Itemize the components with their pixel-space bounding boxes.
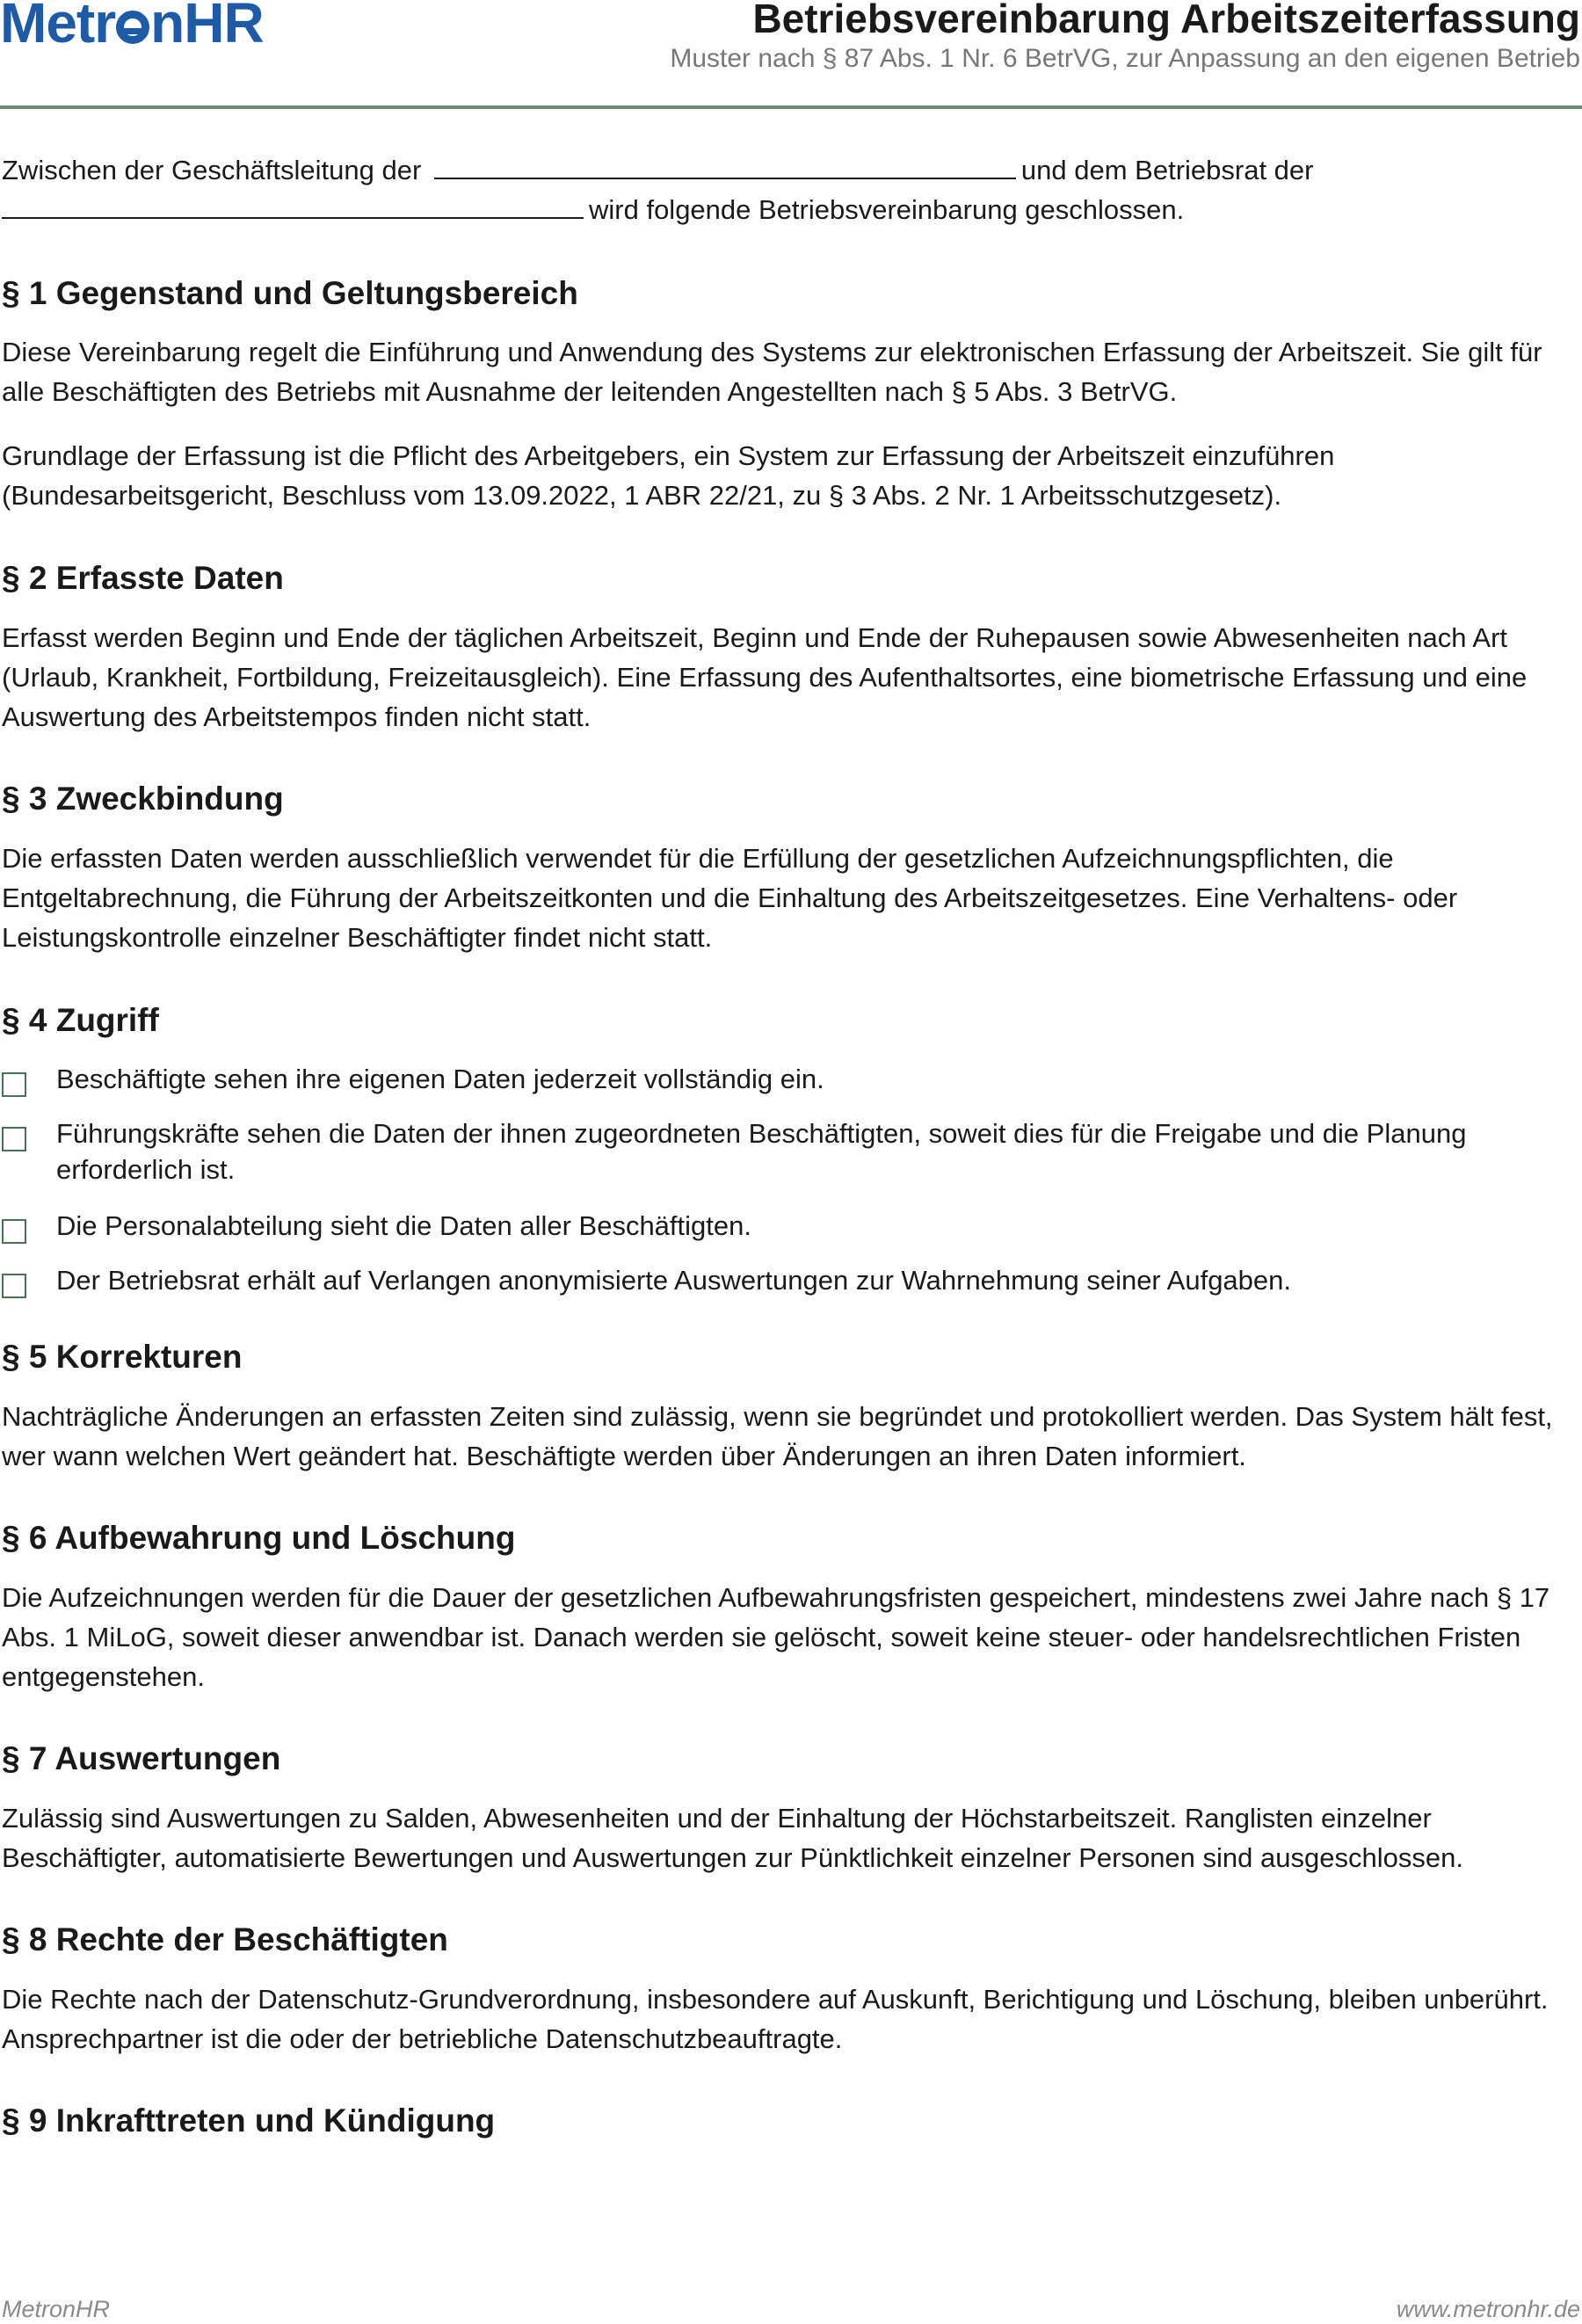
checkbox[interactable] bbox=[2, 1072, 26, 1097]
document-title: Betriebsvereinbarung Arbeitszeiterfassung bbox=[752, 0, 1580, 41]
intro-text-2: und dem Betriebsrat der bbox=[1020, 155, 1314, 185]
section-heading-9: § 9 Inkrafttreten und Kündigung bbox=[2, 2102, 496, 2139]
section-1-paragraph-1: Diese Vereinbarung regelt die Einführung und Anwendung des Systems zur elektronischen Erfassung der Arbeitszeit. Sie gilt für alle Beschäftigten des Betriebs mit Ausnahme der leitenden Angestellten nach § 5 Abs. 3 BetrVG. bbox=[2, 337, 1542, 407]
section-heading-2: § 2 Erfasste Daten bbox=[2, 560, 284, 596]
section-heading-4: § 4 Zugriff bbox=[2, 1002, 159, 1038]
checklist-item-text: Führungskräfte sehen die Daten der ihnen zugeordneten Beschäftigten, soweit dies für die Freigabe und die Planung erforderlich ist. bbox=[56, 1118, 1467, 1185]
intro-text-1: Zwischen der Geschäftsleitung der bbox=[2, 155, 422, 185]
section-2-paragraph-1: Erfasst werden Beginn und Ende der täglichen Arbeitszeit, Beginn und Ende der Ruhepausen sowie Abwesenheiten nach Art (Urlaub, Krankheit, Fortbildung, Freizeitausgleich). Eine Erfassung des Aufenthaltsortes, eine biometrische Erfassung und eine Auswertung des Arbeitstempos finden nicht statt. bbox=[2, 622, 1528, 732]
footer-website-link[interactable]: www.metronhr.de bbox=[1396, 2296, 1580, 2322]
checkbox[interactable] bbox=[2, 1127, 26, 1151]
section-heading-3: § 3 Zweckbindung bbox=[2, 781, 284, 817]
section-heading-8: § 8 Rechte der Beschäftigten bbox=[2, 1921, 448, 1957]
section-heading-7: § 7 Auswertungen bbox=[2, 1740, 281, 1776]
logo-o-icon bbox=[116, 11, 149, 44]
metronhr-logo bbox=[0, 0, 264, 54]
checkbox[interactable] bbox=[2, 1274, 26, 1298]
checklist-item-text: Die Personalabteilung sieht die Daten aller Beschäftigten. bbox=[56, 1210, 751, 1241]
header-divider bbox=[0, 105, 1582, 109]
logo-text-suffix: nHR bbox=[150, 0, 264, 54]
footer-brand: MetronHR bbox=[2, 2296, 111, 2322]
section-heading-5: § 5 Korrekturen bbox=[2, 1339, 243, 1375]
section-5-paragraph-1: Nachträgliche Änderungen an erfassten Zeiten sind zulässig, wenn sie begründet und protokolliert werden. Das System hält fest, wer wann welchen Wert geändert hat. Beschäftigte werden über Änderungen an ihren Daten informiert. bbox=[2, 1401, 1553, 1471]
intro-text-3: wird folgende Betriebsvereinbarung geschlossen. bbox=[589, 194, 1185, 225]
section-8-paragraph-1: Die Rechte nach der Datenschutz-Grundverordnung, insbesondere auf Auskunft, Berichtigung und Löschung, bleiben unberührt. Ansprechpartner ist die oder der betriebliche Datenschutzbeauftragte. bbox=[2, 1984, 1549, 2054]
section-heading-1: § 1 Gegenstand und Geltungsbereich bbox=[2, 275, 578, 311]
intro-paragraph bbox=[2, 150, 1575, 229]
checklist-item-text: Beschäftigte sehen ihre eigenen Daten jederzeit vollständig ein. bbox=[56, 1064, 824, 1094]
checkbox[interactable] bbox=[2, 1219, 26, 1244]
section-7-paragraph-1: Zulässig sind Auswertungen zu Salden, Abwesenheiten und der Einhaltung der Höchstarbeitszeit. Ranglisten einzelner Beschäftigter, automatisierte Bewertungen und Auswertungen zur Pünktlichkeit einzelner Personen sind ausgeschlossen. bbox=[2, 1803, 1463, 1873]
document-subtitle: Muster nach § 87 Abs. 1 Nr. 6 BetrVG, zur Anpassung an den eigenen Betrieb bbox=[670, 44, 1580, 73]
section-3-paragraph-1: Die erfassten Daten werden ausschließlich verwendet für die Erfüllung der gesetzlichen Aufzeichnungspflichten, die Entgeltabrechnung, die Führung der Arbeitszeitkonten und die Einhaltung des Arbeitszeitgesetzes. Eine Verhaltens- oder Leistungskontrolle einzelner Beschäftigter findet nicht statt. bbox=[2, 843, 1458, 953]
section-heading-6: § 6 Aufbewahrung und Löschung bbox=[2, 1520, 516, 1556]
logo-text-prefix: Metr bbox=[0, 0, 116, 54]
section-1-paragraph-2: Grundlage der Erfassung ist die Pflicht des Arbeitgebers, ein System zur Erfassung der Arbeitszeit einzuführen (Bundesarbeitsgericht, Beschluss vom 13.09.2022, 1 ABR 22/21, zu § 3 Abs. 2 Nr. 1 Arbeitsschutzgesetz). bbox=[2, 440, 1335, 511]
company-name-blank[interactable] bbox=[434, 151, 1016, 179]
checklist-item-text: Der Betriebsrat erhält auf Verlangen anonymisierte Auswertungen zur Wahrnehmung seiner Aufgaben. bbox=[56, 1265, 1292, 1296]
section-6-paragraph-1: Die Aufzeichnungen werden für die Dauer der gesetzlichen Aufbewahrungsfristen gespeichert, mindestens zwei Jahre nach § 17 Abs. 1 MiLoG, soweit dieser anwendbar ist. Danach werden sie gelöscht, soweit keine steuer- oder handelsrechtlichen Fristen entgegenstehen. bbox=[2, 1582, 1550, 1692]
works-council-blank[interactable] bbox=[2, 191, 584, 219]
